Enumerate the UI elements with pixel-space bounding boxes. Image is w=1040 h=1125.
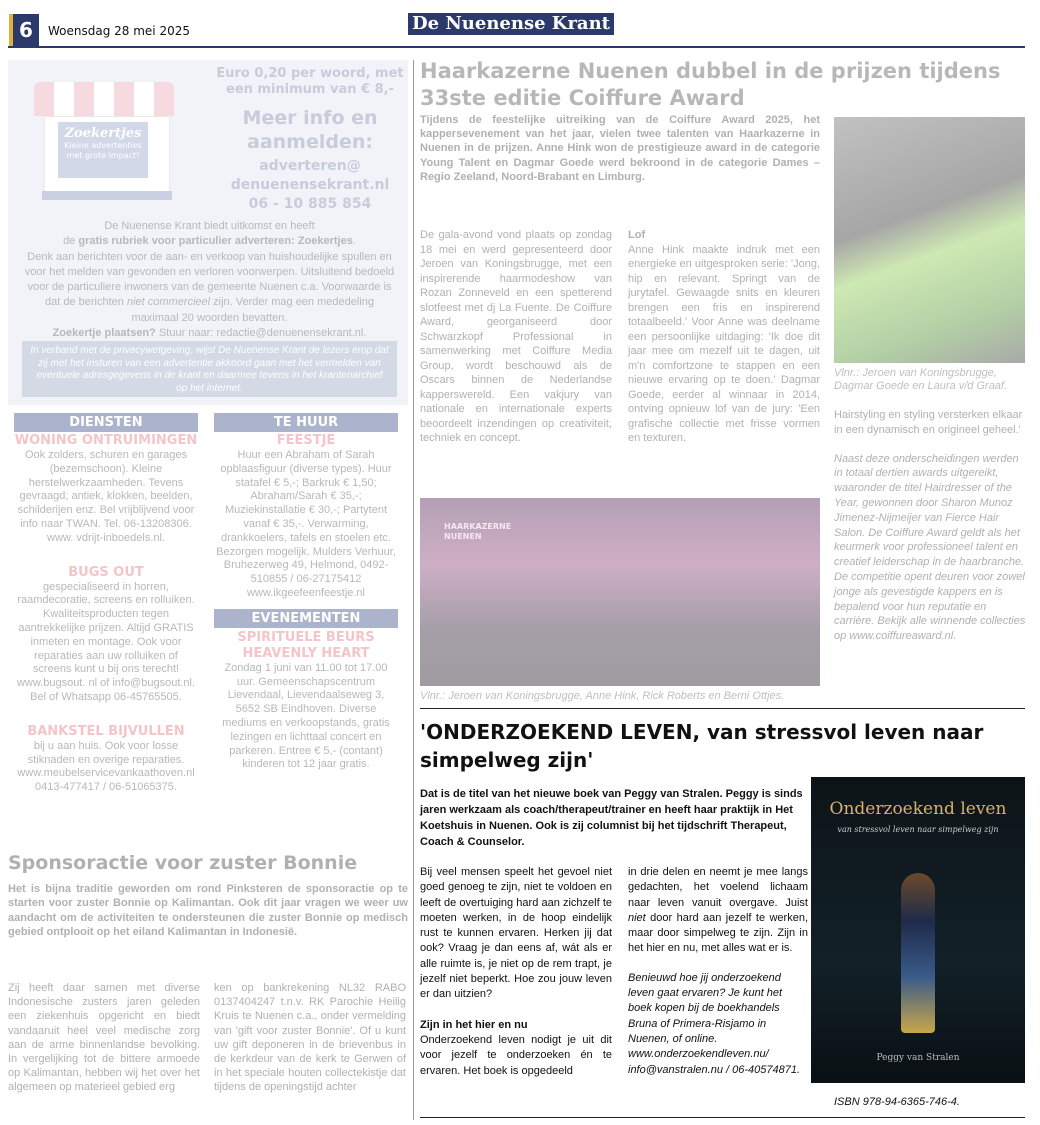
logo-line2: met grote impact! <box>66 151 140 160</box>
ad-bugsout <box>14 565 198 705</box>
contact-info <box>216 157 404 214</box>
te-huur-column <box>214 413 398 772</box>
logo-title: Zoekertjes <box>64 126 142 141</box>
book-title: Onderzoekend leven <box>829 799 1007 819</box>
ad-title: BANKSTEL BIJVULLEN <box>27 723 185 739</box>
isbn: ISBN 978-94-6365-746-4. <box>834 1096 960 1108</box>
ad-title: WONING ONTRUIMINGEN <box>14 433 198 448</box>
ad-woning <box>14 433 198 546</box>
zoekertjes-intro <box>22 219 397 341</box>
shop-counter-icon <box>42 191 172 200</box>
ad-body: Huur een Abraham of Sarah opblaasfiguur (diverse types). Huur statafel € 5,-; Barkruk € 1,50; Abraham/Sarah € 35,-; Muziekinstallatie € 30,-; Partytent vanaf € 35,-. Verwarming, drankkoelers, tafels en stoelen etc. Bezorgen mogelijk. Mulders Verhuur, Bruhezerweg 49, Helmond, 0492- 510855 / 06-27175412 www.ikgeefeenfeestje.nl <box>216 449 396 599</box>
evenementen-heading: EVENEMENTEN <box>214 609 398 628</box>
coiffure-subhead: Lof <box>628 229 646 241</box>
coiffure-col3 <box>834 408 1026 644</box>
ad-body: gespecialiseerd in horren, raamdecoratie, screens en rolluiken. Kwaliteitsproducten tegen aantrekkelijke prijzen. Altijd GRATIS inmeten en montage. Ook voor reparaties aan uw rolluiken of screens kunt u bij ons terecht! www.bugsout. nl of info@bugsout.nl. Bel of Whatsapp 06-45765505. <box>16 580 196 703</box>
contact-phone: 06 - 10 885 854 <box>248 196 372 212</box>
photo2-caption: Vlnr.: Jeroen van Koningsbrugge, Anne Hink, Rick Roberts en Berni Ottjes. <box>420 690 785 702</box>
ad-body: Zondag 1 juni van 11.00 tot 17.00 uur. Gemeenschapscentrum Lievendaal, Lievendaalseweg 3, 5652 SB Eindhoven. Diverse mediums en verkoopstands, gratis lezingen en lichttaal concert en parkeren. Entree € 5,- (contant) kinderen tot 12 jaar gratis. <box>222 661 390 771</box>
te-huur-heading: TE HUUR <box>214 413 398 432</box>
zoekertjes-logo <box>58 122 148 178</box>
photo1-caption: Vlnr.: Jeroen van Koningsbrugge, Dagmar Goede en Laura v/d Graaf. <box>834 367 1008 392</box>
more-info-heading: Meer info en aanmelden: <box>242 107 378 153</box>
coiffure-lead: Tijdens de feestelijke uitreiking van de Coiffure Award 2025, het kappersevenement van het jaar, vielen twee talenten van Haarkazerne in Nuenen in de prijzen. Anne Hink won de prestigieuze award in de categorie Young Talent en Dagmar Goede werd bekroond in de categorie Dames – Regio Zeeland, Noord-Brabant en Limburg. <box>420 114 820 183</box>
issue-date: Woensdag 28 mei 2025 <box>48 24 190 38</box>
privacy-notice: In verband met de privacywetgeving, wijst De Nuenense Krant de lezers erop dat zij met het insturen van een advertentie akkoord gaan met het vermelden van eventuele adresgegevens in de krant en daarmee tevens in het krantenarchief op het internet. <box>22 341 397 397</box>
onderzoekend-lead: Dat is de titel van het nieuwe boek van Peggy van Stralen. Peggy is sinds jaren werkzaam als coach/therapeut/trainer en heeft haar praktijk in Het Koetshuis in Nuenen. Ook is zij columnist bij het tijdschrift Therapeut, Coach & Counselor. <box>420 788 803 848</box>
sponsor-col1: Zij heeft daar samen met diverse Indonesische zusters jaren geleden een ziekenhuis opgericht en biedt vandaaruit heel veel medische zorg aan de arme binnenlandse bevolking. In vergelijking tot de bittere armoede op Kalimantan, hebben wij het over het algemeen op materieel gebied erg <box>8 982 200 1094</box>
book-subtitle: van stressvol leven naar simpelweg zijn <box>837 825 999 834</box>
oz-col1b-text: Onderzoekend leven nodigt je uit dit voor jezelf te onderzoeken én te ervaren. Het boek is opgedeeld <box>420 1033 612 1077</box>
sponsor-title: Sponsoractie voor zuster Bonnie <box>8 852 358 874</box>
column-divider <box>413 60 414 1120</box>
sponsor-lead: Het is bijna traditie geworden om rond Pinksteren de sponsoractie op te starten voor zuster Bonnie op Kalimantan. Ook dit jaar vragen we weer uw aandacht om de activiteiten te ondersteunen die zuster Bonnie op medisch gebied ontplooit op het eiland Kalimantan in Indonesië. <box>8 883 408 938</box>
ad-title: BUGS OUT <box>68 564 144 580</box>
book-cover <box>811 777 1025 1083</box>
coiffure-col1: De gala-avond vond plaats op zondag 18 mei en werd gepresenteerd door Jeroen van Koningsbrugge, met een inspirerende haarmodeshow van Rozan Zonneveld en een spetterend slotfeest met dj La Fuente. De Coiffure Award, georganiseerd door Schwarzkopf Professional in samenwerking met Coiffure Media Group, wordt beschouwd als de Oscars binnen de Nederlandse kapperswereld. Een vakjury van nationale en internationale experts beoordeelt inzendingen op creativiteit, techniek en concept. <box>420 229 612 444</box>
oz-col2-text: in drie delen en neemt je mee langs gedachten, het voelend lichaam naar leven vanuit overgave. Juist niet door hard aan jezelf te werken, maar door simpelweg te zijn. Zijn in het hier en nu, met alles wat er is. <box>628 866 808 955</box>
coiffure-col3-b: Naast deze onderscheidingen werden in totaal dertien awards uitgereikt, waaronder de titel Hairdresser of the Year, gewonnen door Sharon Munoz Jimenez-Nijmeijer van Fierce Hair Salon. De Coiffure Award geldt als het keurmerk voor professioneel talent en creatief leiderschap in de haarbranche. De competitie opent deuren voor zowel jonge als gevestigde kappers en is bepalend voor hun reputatie en carrière. Bekijk alle winnende collecties op www.coiffureaward.nl. <box>834 452 1026 643</box>
coiffure-col3-a: Hairstyling en styling versterken elkaar in een dynamisch en origineel geheel.' <box>834 409 1023 436</box>
award-photo-2 <box>420 498 820 686</box>
ad-body: bij u aan huis. Ook voor losse stiknaden en overige reparaties. www.meubelservicevankaathoven.nl 0413-477417 / 06-51065375. <box>17 739 195 794</box>
onderzoekend-col2 <box>628 865 808 1078</box>
contact-email: adverteren@ denuenensekrant.nl <box>230 158 390 193</box>
coiffure-col2 <box>628 228 820 446</box>
onderzoekend-col1 <box>420 865 612 1079</box>
book-author: Peggy van Stralen <box>876 1053 960 1063</box>
diensten-column <box>14 413 198 795</box>
ad-title: HEAVENLY HEART <box>242 645 370 661</box>
award-photo-1 <box>834 117 1025 363</box>
header-rule <box>8 46 1025 48</box>
sponsor-col2: ken op bankrekening NL32 RABO 0137404247 t.n.v. RK Parochie Heilig Kruis te Nuenen c.a., onder vermelding van 'gift voor zuster Bonnie'. Of u kunt uw gift deponeren in de brievenbus in de kerkdeur van de kerk te Gerwen of in het speciale houten collectekistje dat tijdens de openingstijd achter <box>214 982 406 1094</box>
price-info: Euro 0,20 per woord, met een minimum van € 8,- <box>216 66 404 97</box>
intro-line3: Denk aan berichten voor de aan- en verkoop van huishoudelijke spullen en voor het melden van gevonden en verloren voorwerpen. Uitsluitend bedoeld voor de particuliere inwoners van de gemeente Nuenen c.a. Voorwaarde is dat de berichten niet commercieel zijn. Verder mag een mededeling maximaal 20 woorden bevatten. <box>24 250 395 324</box>
logo-line1: Kleine advertenties <box>64 141 142 150</box>
intro-line2: de gratis rubriek voor particulier adverteren: Zoekertjes. <box>63 235 356 248</box>
diensten-heading: DIENSTEN <box>14 413 198 432</box>
section-rule <box>420 708 1025 709</box>
oz-subhead: Zijn in het hier en nu <box>420 1018 528 1031</box>
ad-title: FEESTJE <box>276 433 336 448</box>
bottom-rule <box>420 1117 1025 1118</box>
author-figure <box>901 873 935 1033</box>
intro-line4: Zoekertje plaatsen? Stuur naar: redactie@denuenensekrant.nl. <box>52 327 367 340</box>
onderzoekend-title: 'ONDERZOEKEND LEVEN, van stressvol leven naar simpelweg zijn' <box>420 720 984 772</box>
photo-banner-text: HAARKAZERNE NUENEN <box>444 522 512 541</box>
ad-bankstel <box>14 724 198 795</box>
coiffure-col2-text: Anne Hink maakte indruk met een energieke en uitgesproken serie: 'Jong, hip en relevant. Springt van de jurytafel. Gewaagde snits en kleuren brengen een fris en inspirerend totaalbeeld.' Voor Anne was deelname een persoonlijke uitdaging: 'Ik doe dit jaar mee om mezelf uit te dagen, uit m'n comfortzone te stappen en een nieuwe ervaring op te doen.' Dagmar Goede, eerder al winnaar in 2014, ontving opnieuw lof van de jury: 'Een grafische collectie met frisse vormen en texturen. <box>628 243 820 444</box>
ad-body: Ook zolders, schuren en garages (bezemschoon). Kleine herstelwerkzaamheden. Tevens gevraagd; antiek, klokken, beelden, schilderijen enz. Bel vrijblijvend voor info naar TWAN. Tel. 06-13208306. www. vdrijt-inboedels.nl. <box>17 449 195 544</box>
coiffure-title: Haarkazerne Nuenen dubbel in de prijzen tijdens 33ste editie Coiffure Award <box>420 59 1001 110</box>
ad-title: SPIRITUELE BEURS <box>237 629 375 645</box>
oz-col1-text: Bij veel mensen speelt het gevoel niet goed genoeg te zijn, niet te voldoen en leeft de overtuiging hard aan zichzelf te moeten werken, in de hoop eindelijk rust te kunnen ervaren. Herken jij dat ook? Vraag je dan eens af, wát als er alle ruimte is, je niet op de rem trapt, je jezelf niet beperkt. Hoe zou jouw leven er dan uitzien? <box>420 866 612 1001</box>
shop-awning-icon <box>34 82 174 116</box>
oz-col2c-text: Benieuwd hoe jij onderzoekend leven gaat ervaren? Je kunt het boek kopen bij de boekhandels Bruna of Primera-Risjamo in Nuenen, of online. www.onderzoekendleven.nu/ info@vanstralen.nu / 06-40574871. <box>628 971 801 1076</box>
intro-line1: De Nuenense Krant biedt uitkomst en heeft <box>104 220 315 232</box>
page-number: 6 <box>9 14 39 46</box>
masthead: De Nuenense Krant <box>408 13 614 35</box>
